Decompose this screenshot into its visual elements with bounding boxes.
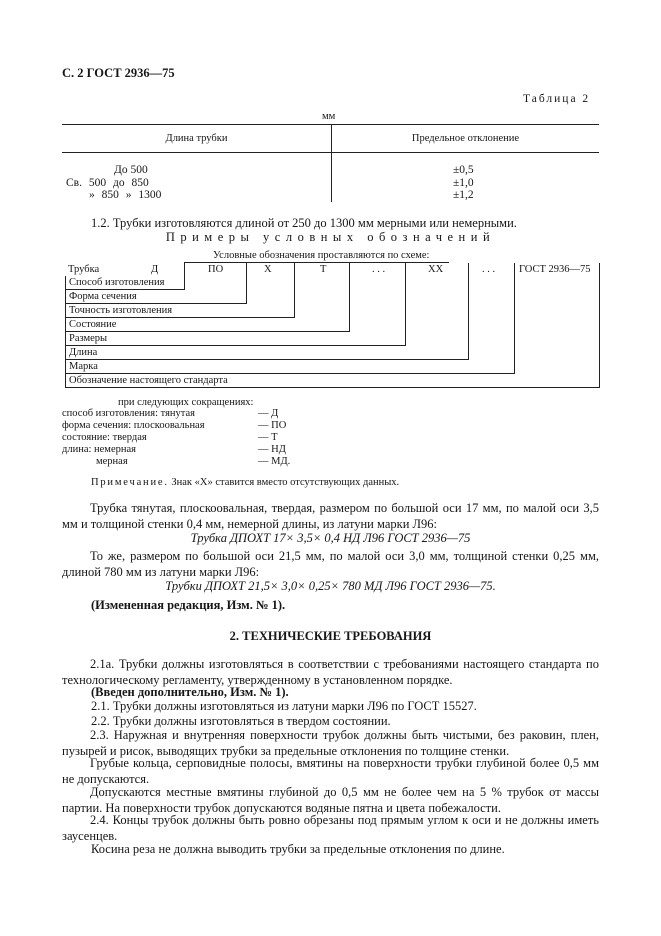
note [91, 477, 399, 488]
scheme-label: Форма сечения [69, 291, 137, 302]
scheme-label: Способ изготовления [69, 277, 165, 288]
abbrev-name: мерная [96, 456, 128, 467]
paragraph-2-3c: Допускаются местные вмятины глубиной до 0,5 мм не более чем на 5 % трубок от массы партии. На поверхности трубок допускаются водяные пятна и цвета побежалости. [62, 785, 599, 815]
scheme-connector [65, 317, 295, 318]
scheme-label: Обозначение настоящего стандарта [69, 375, 228, 386]
examples-title: Примеры условных обозначений [165, 230, 496, 244]
scheme-label: Марка [69, 361, 98, 372]
scheme-connector [246, 263, 247, 303]
scheme-connector [65, 303, 247, 304]
abbrev-name: длина: немерная [62, 444, 136, 455]
scheme-label: Размеры [69, 333, 108, 344]
table-header-rule [62, 152, 599, 153]
scheme-item-standard: ГОСТ 2936—75 [519, 264, 591, 275]
table-cell-deviation: ±1,0 [453, 177, 474, 189]
abbrev-intro: при следующих сокращениях: [118, 397, 254, 408]
scheme-connector [294, 263, 295, 317]
scheme-connector [65, 359, 469, 360]
scheme-item-sizes: . . . [372, 264, 386, 275]
paragraph-2-1: 2.1. Трубки должны изготовляться из латуни марки Л96 по ГОСТ 15527. [91, 699, 477, 713]
scheme-connector [599, 263, 600, 388]
example-2-designation: Трубки ДПОХТ 21,5× 3,0× 0,25× 780 МД Л96 ГОСТ 2936—75. [165, 579, 496, 593]
table-cell-deviation: ±0,5 [453, 164, 474, 176]
paragraph-2-1a: 2.1а. Трубки должны изготовляться в соответствии с требованиями настоящего стандарта по технологическому регламенту, утвержденному в установленном порядке. [62, 657, 599, 687]
page-header: С. 2 ГОСТ 2936—75 [62, 66, 175, 80]
section-2-title: 2. ТЕХНИЧЕСКИЕ ТРЕБОВАНИЯ [229, 629, 432, 643]
example-1-text: Трубка тянутая, плоскоовальная, твердая, размером по большой оси 17 мм, по малой оси 3,5 мм и толщиной стенки 0,4 мм, немерной длины, из латуни марки Л96: [62, 501, 599, 531]
scheme-item-shape: ПО [208, 264, 224, 275]
scheme-item-state: Т [320, 264, 327, 275]
example-2-text: То же, размером по большой оси 21,5 мм, по малой оси 3,0 мм, толщиной стенки 0,25 мм, длиной 780 мм из латуни марки Л96: [62, 549, 599, 579]
scheme-connector [514, 263, 515, 373]
table-cell-length: » 850 » 1300 [89, 189, 162, 201]
scheme-top-rule [184, 262, 449, 263]
scheme-left-frame [65, 276, 66, 388]
scheme-item-length: ХХ [428, 264, 444, 275]
column-header-deviation: Предельное отклонение [411, 133, 520, 144]
scheme-item-accuracy: Х [264, 264, 272, 275]
scheme-label: Состояние [69, 319, 117, 330]
scheme-connector [184, 263, 185, 289]
scheme-item-grade: . . . [482, 264, 496, 275]
scheme-connector [405, 263, 406, 345]
abbrev-name: состояние: твердая [62, 432, 147, 443]
abbrev-code: — ПО [258, 420, 287, 431]
scheme-connector [349, 263, 350, 331]
abbrev-code: — Д [258, 408, 279, 419]
scheme-connector [65, 373, 515, 374]
column-header-length: Длина трубки [165, 133, 228, 144]
amendment-note-1: (Измененная редакция, Изм. № 1). [91, 598, 286, 612]
note-label: Примечание. [91, 477, 169, 488]
scheme-connector [65, 331, 350, 332]
abbrev-name: способ изготовления: тянутая [62, 408, 195, 419]
paragraph-2-4b: Косина реза не должна выводить трубки за предельные отклонения по длине. [91, 842, 505, 856]
scheme-item-method: Д [151, 264, 159, 275]
table-cell-length: Св. 500 до 850 [66, 177, 149, 189]
scheme-label: Точность изготовления [69, 305, 173, 316]
amendment-note-2: (Введен дополнительно, Изм. № 1). [91, 685, 289, 699]
scheme-connector [65, 387, 600, 388]
paragraph-1-2: 1.2. Трубки изготовляются длиной от 250 до 1300 мм мерными или немерными. [91, 216, 517, 230]
abbrev-code: — МД. [258, 456, 291, 467]
paragraph-2-3: 2.3. Наружная и внутренняя поверхности трубок должны быть чистыми, без раковин, плен, пузырей и рисок, выводящих трубки за предельные отклонения по толщине стенки. [62, 728, 599, 758]
table-caption: Таблица 2 [523, 93, 591, 105]
abbrev-code: — Т [258, 432, 278, 443]
abbrev-code: — НД [258, 444, 286, 455]
scheme-connector [65, 345, 406, 346]
table-cell-length: До 500 [114, 164, 148, 176]
example-1-designation: Трубка ДПОХТ 17× 3,5× 0,4 НД Л96 ГОСТ 2936—75 [190, 531, 471, 545]
scheme-label: Длина [69, 347, 98, 358]
table-cell-deviation: ±1,2 [453, 189, 474, 201]
scheme-heading: Условные обозначения проставляются по схеме: [213, 250, 430, 261]
note-text: Знак «Х» ставится вместо отсутствующих данных. [171, 477, 400, 488]
abbrev-name: форма сечения: плоскоовальная [62, 420, 205, 431]
paragraph-2-4: 2.4. Концы трубок должны быть ровно обрезаны под прямым углом к оси и не должны иметь заусенцев. [62, 813, 599, 843]
scheme-connector [65, 289, 185, 290]
scheme-item-product: Трубка [68, 264, 100, 275]
table-unit: мм [322, 111, 336, 122]
paragraph-2-3b: Грубые кольца, серповидные полосы, вмятины на поверхности трубки глубиной более 0,5 мм не допускаются. [62, 756, 599, 786]
paragraph-2-2: 2.2. Трубки должны изготовляться в твердом состоянии. [91, 714, 391, 728]
scheme-connector [468, 263, 469, 359]
